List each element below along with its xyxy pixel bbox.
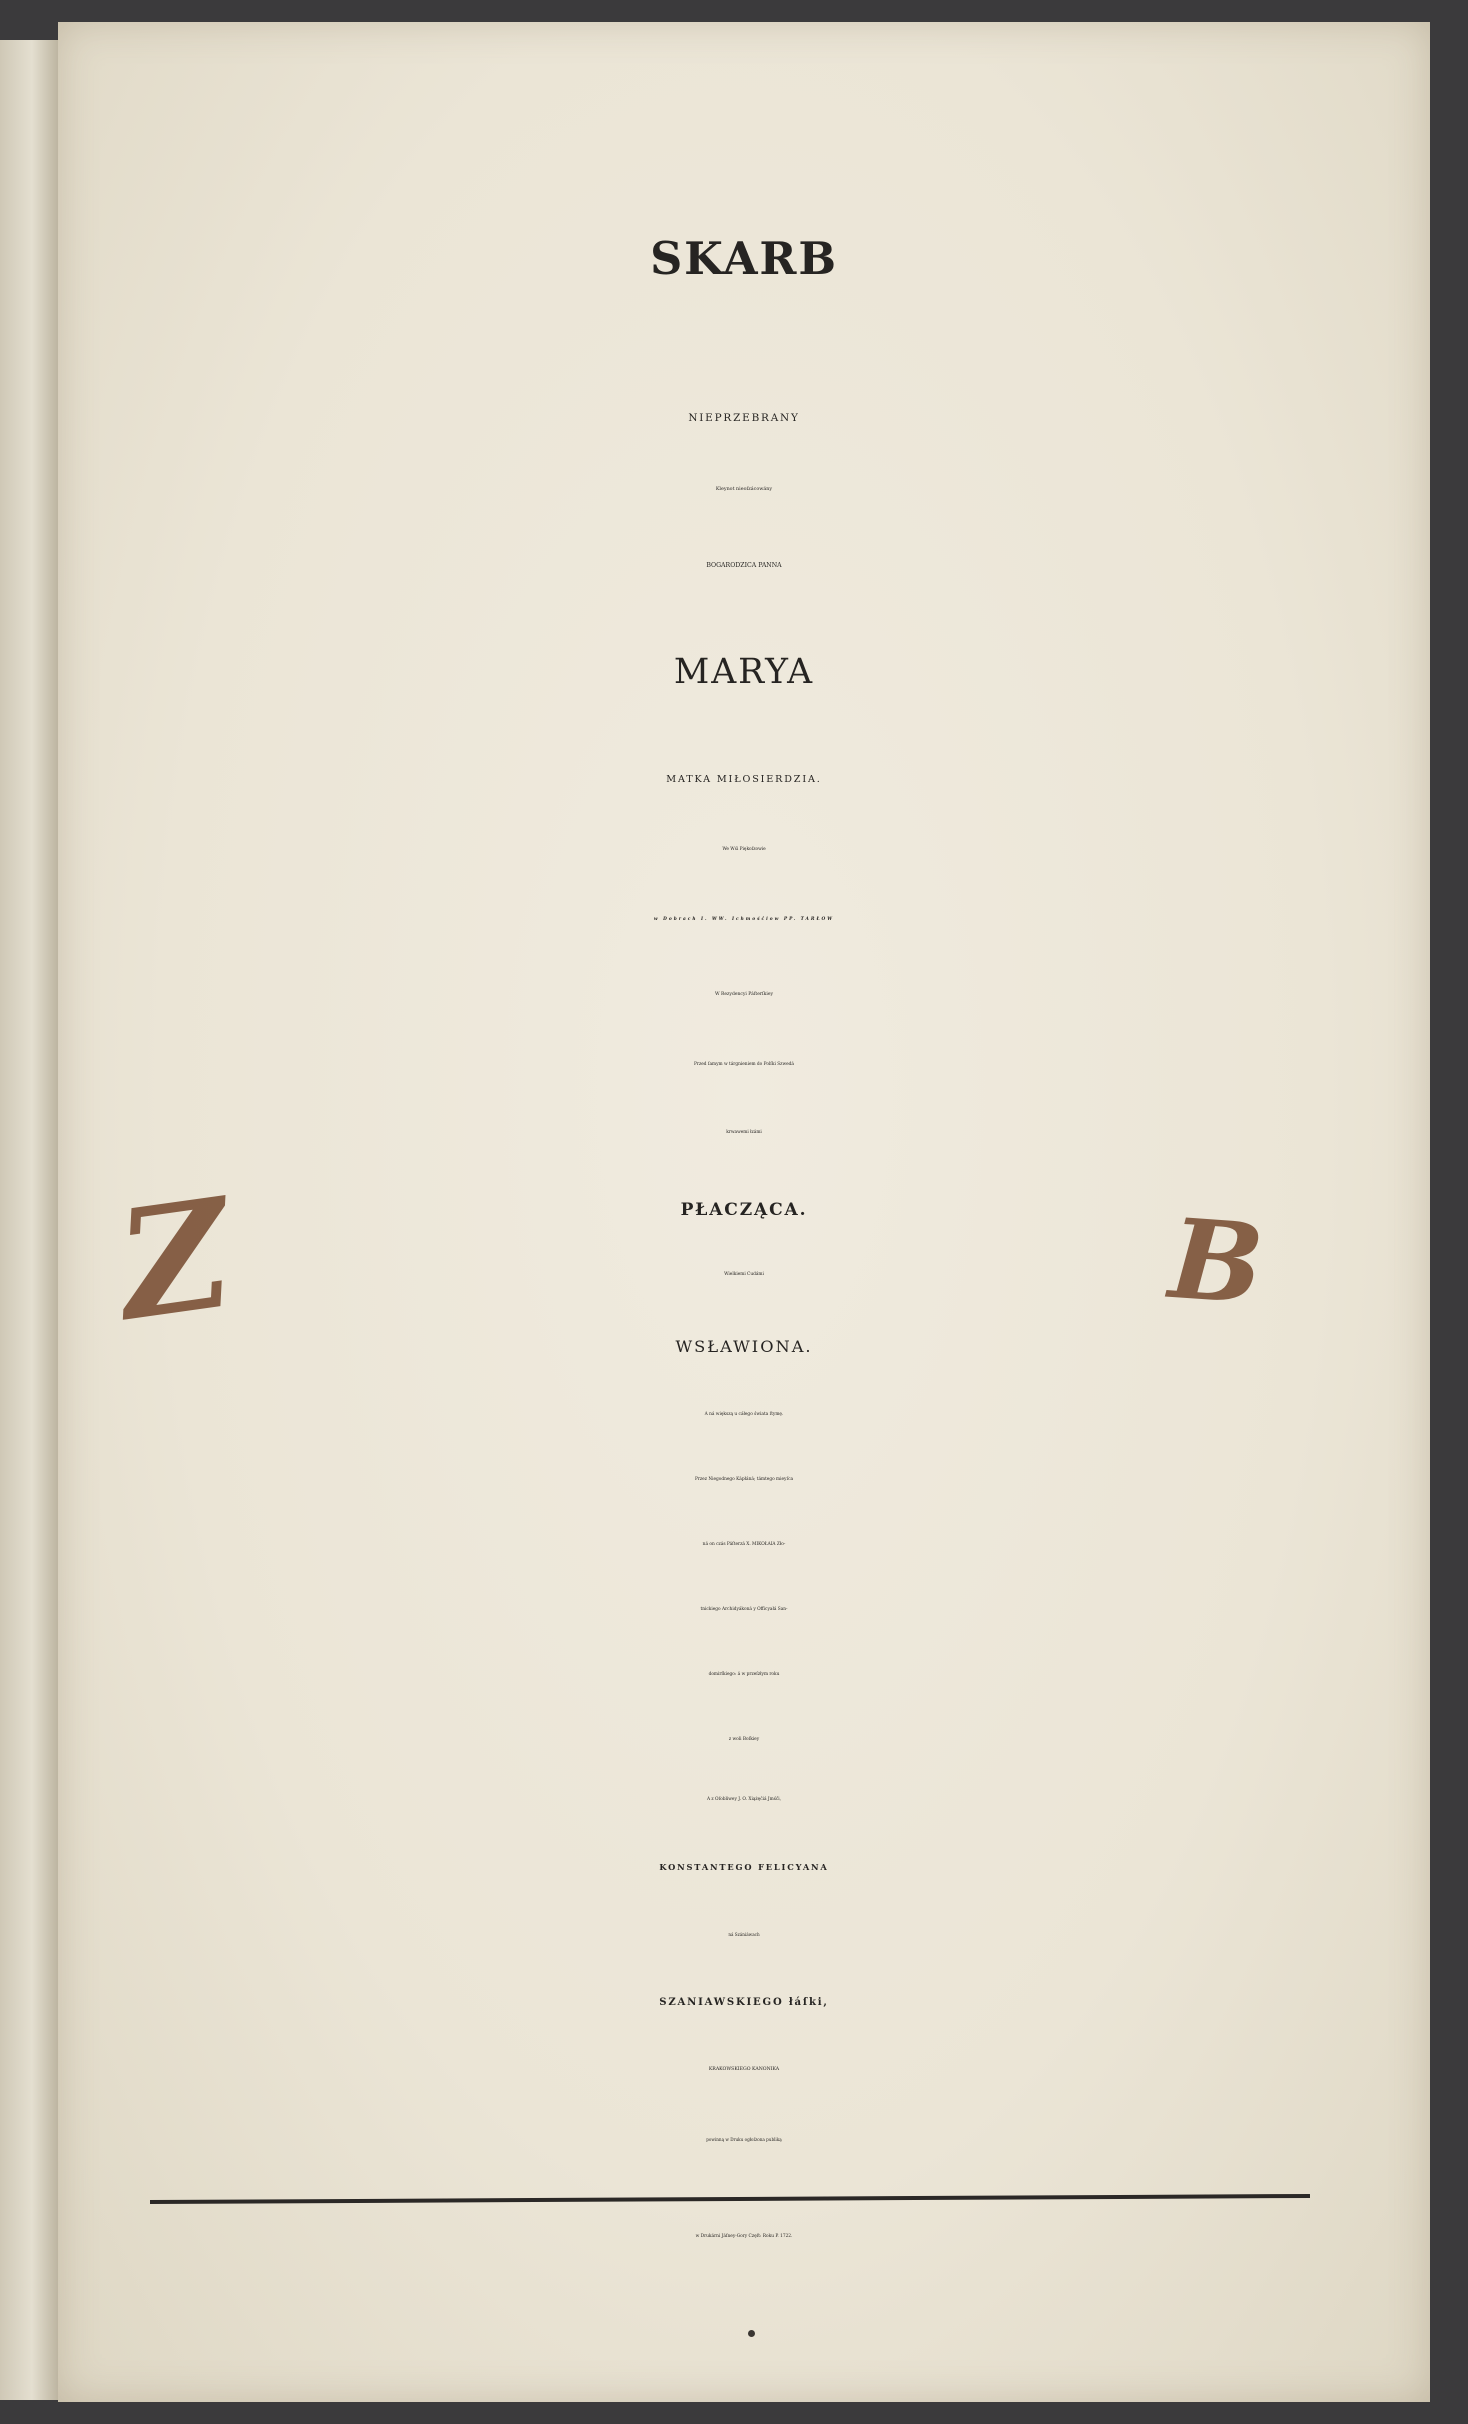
text-line-szaniawach: ná Szániáwach [728, 1932, 760, 1937]
heading-szaniawskiego: SZANIAWSKIEGO łáſki, [659, 1997, 829, 2008]
text-line-pasterza: ná on czás Páſterzá X. MIKOŁAIA Zło- [702, 1542, 786, 1547]
imprint-line: w Drukárni Jáſney-Gory Częſt: Roku P. 1722. [695, 2234, 793, 2239]
text-line-szweda: Przed ſamym w tárgnieniem do Polſki Szwedá [694, 1062, 794, 1067]
text-line-sandomirskiego: domirſkiego: á w przeſzłym roku [708, 1672, 780, 1677]
heading-marya: MARYA [673, 652, 815, 692]
text-line-xiazecia: A z Oſobliwey J. O. Xiążęćiá Jmśći, [706, 1797, 782, 1802]
handwritten-ink-mark-right: B [1165, 1193, 1268, 1330]
text-line-lzami: krwawemi łzámi [726, 1130, 762, 1135]
text-line-rezydencyi: W Rezydencyi Páſterſkiey [714, 992, 774, 997]
text-line-dobrach: w Dobrach I. WW. Ichmośćiow PP. TARŁOW [653, 917, 835, 922]
subtitle-nieprzebrany: NIEPRZEBRANY [688, 412, 800, 424]
heading-wslawiona: WSŁAWIONA. [675, 1337, 813, 1356]
subtitle-kleynot: Kleynot nieoſzácowány [715, 487, 773, 492]
imprint-divider [150, 2194, 1310, 2204]
text-line-kaplana: Przez Niegodnego Kápłáná; támtego mieyſca [694, 1477, 794, 1482]
text-line-wsi: We Wśi Piękoſzowie [722, 847, 766, 852]
heading-matka: MATKA MIŁOSIERDZIA. [666, 774, 822, 785]
text-line-stymie: A ná większą u cáłego świata ſtymę. [704, 1412, 784, 1417]
text-line-cudami: Wielkiemi Cudámi [724, 1272, 764, 1277]
text-line-woli: z woli Boſkiey [728, 1737, 760, 1742]
book-spine-edge [0, 40, 60, 2400]
page-dot-mark [748, 2330, 755, 2337]
main-title: SKARB [650, 232, 838, 285]
heading-placzaca: PŁACZĄCA. [680, 1200, 808, 1220]
handwritten-ink-mark-left: Z [108, 1165, 242, 1355]
text-line-publika: powinną w Druku ogłoſzona publiką [706, 2137, 782, 2142]
heading-bogarodzica: BOGARODZICA PANNA [706, 562, 782, 569]
heading-konstantego: KONSTANTEGO FELICYANA [659, 1862, 829, 1872]
heading-kanonika: KRAKOWSKIEGO KANONIKA [708, 2067, 780, 2072]
text-line-archidyakona: tnickiego Archidyákoná y Officyałá San- [700, 1607, 788, 1612]
title-page [58, 22, 1430, 2402]
